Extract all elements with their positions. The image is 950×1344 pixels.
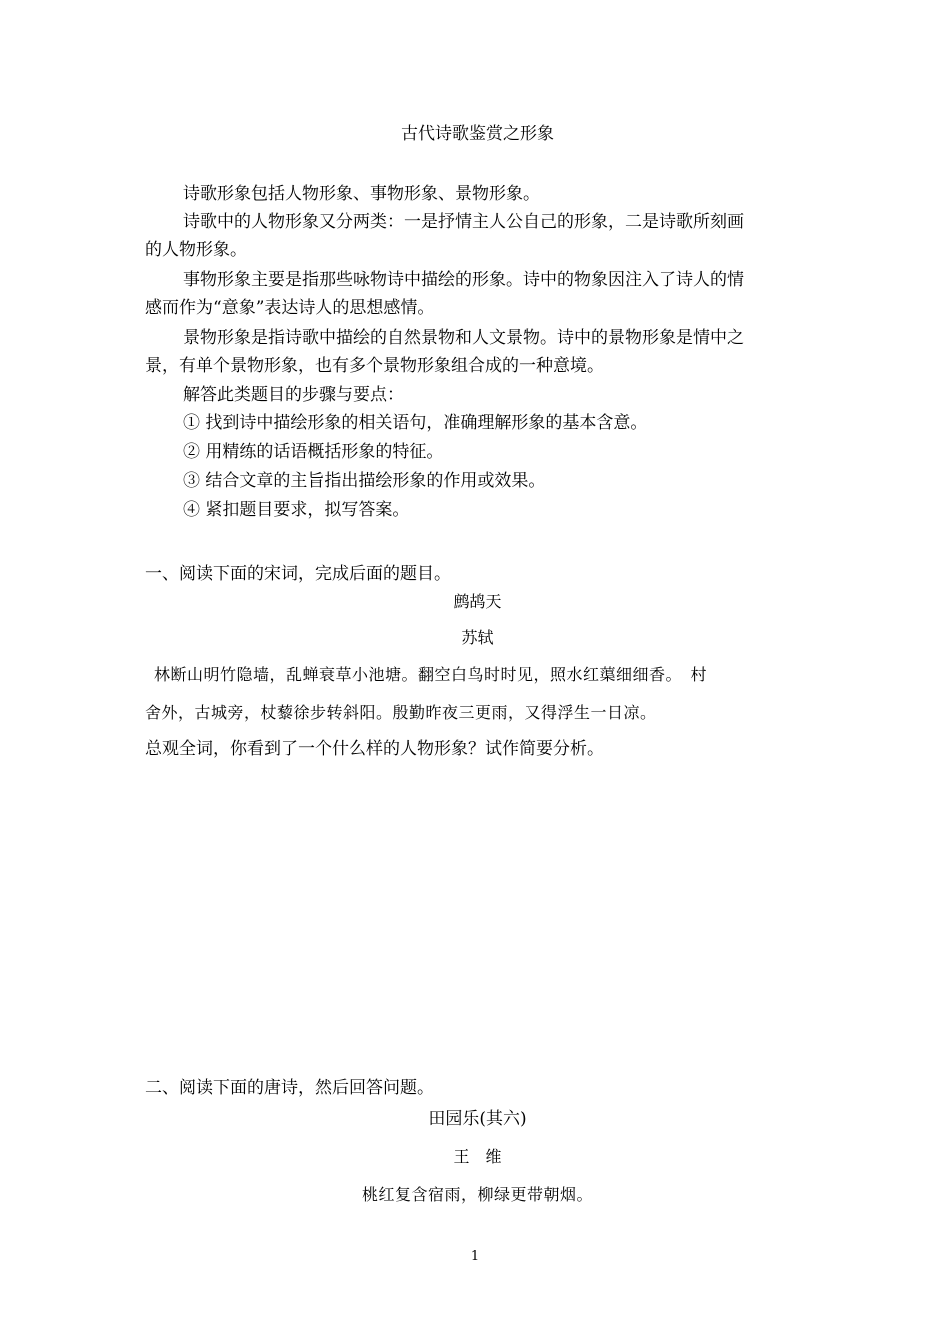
section-2-heading: 二、阅读下面的唐诗，然后回答问题。 [145,1078,434,1098]
section-1-question: 总观全词，你看到了一个什么样的人物形象？试作简要分析。 [145,739,604,759]
section-1-poem-author: 苏轼 [461,628,494,647]
intro-paragraph-4-line-1: 景物形象是指诗歌中描绘的自然景物和人文景物。诗中的景物形象是情中之 [183,328,744,348]
page-number: 1 [470,1249,480,1264]
section-2-poem-author: 王 维 [453,1147,502,1166]
intro-paragraph-2-line-1: 诗歌中的人物形象又分两类：一是抒情主人公自己的形象，二是诗歌所刻画 [183,212,744,232]
intro-paragraph-1: 诗歌形象包括人物形象、事物形象、景物形象。 [183,184,540,204]
intro-paragraph-4-line-2: 景，有单个景物形象，也有多个景物形象组合成的一种意境。 [145,356,604,376]
section-2-poem-title: 田园乐(其六) [428,1109,527,1129]
step-item-2: ② 用精练的话语概括形象的特征。 [183,442,444,462]
section-1-poem-line-2: 舍外，古城旁，杖藜徐步转斜阳。殷勤昨夜三更雨，又得浮生一日凉。 [145,703,657,722]
step-item-3: ③ 结合文章的主旨指出描绘形象的作用或效果。 [183,471,546,491]
section-1-poem-line-1: 林断山明竹隐墙，乱蝉衰草小池塘。翻空白鸟时时见，照水红蕖细细香。 村 [154,665,708,684]
intro-paragraph-3-line-2: 感而作为“意象”表达诗人的思想感情。 [145,298,435,318]
intro-paragraph-3-line-1: 事物形象主要是指那些咏物诗中描绘的形象。诗中的物象因注入了诗人的情 [183,270,744,290]
step-item-4: ④ 紧扣题目要求，拟写答案。 [183,500,410,520]
step-item-1: ① 找到诗中描绘形象的相关语句，准确理解形象的基本含意。 [183,413,648,433]
page-title: 古代诗歌鉴赏之形象 [401,124,554,144]
section-2-poem-line-1: 桃红复含宿雨，柳绿更带朝烟。 [361,1185,593,1204]
steps-heading: 解答此类题目的步骤与要点： [183,385,404,405]
section-1-poem-title: 鹧鸪天 [453,592,502,611]
intro-paragraph-2-line-2: 的人物形象。 [145,240,247,260]
section-1-heading: 一、阅读下面的宋词，完成后面的题目。 [145,564,451,584]
